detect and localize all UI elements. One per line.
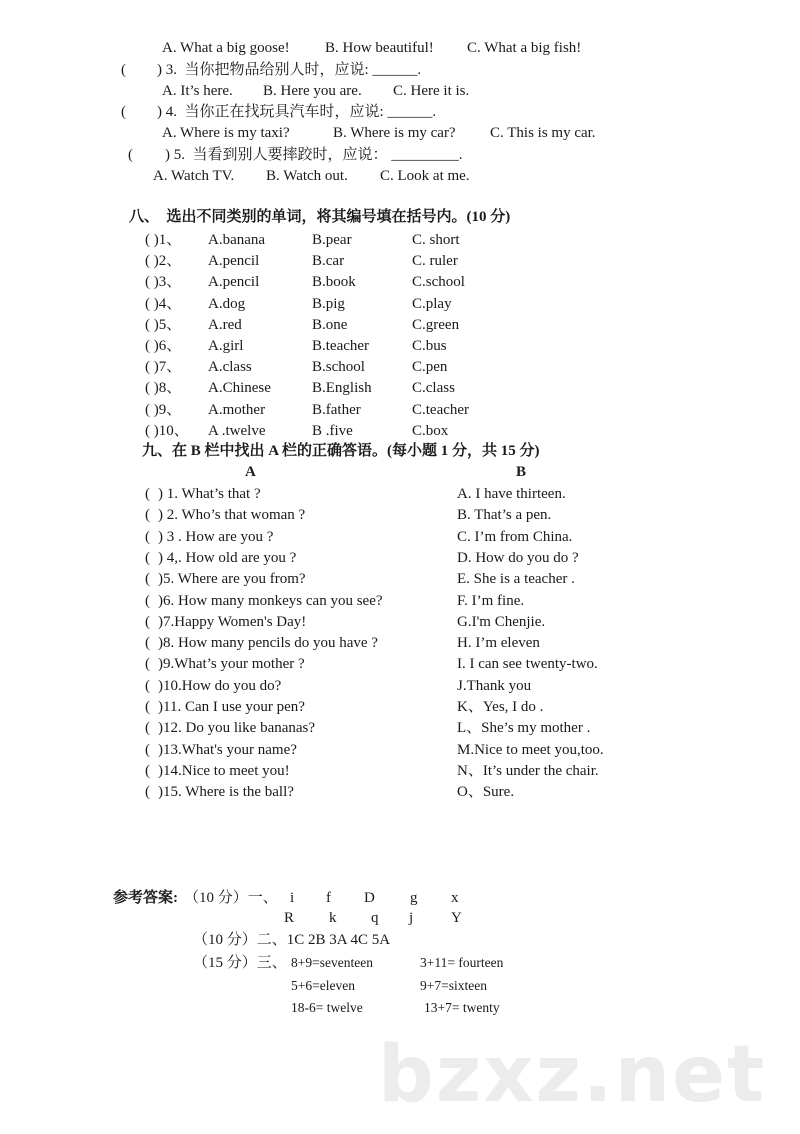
answer-option: K、Yes, I do . (457, 699, 544, 715)
option-a: A.Chinese (208, 380, 271, 397)
question: )13.What's your name? (158, 741, 297, 758)
bracket: ( (145, 720, 150, 737)
answer-option: B. That’s a pen. (457, 507, 552, 524)
question: )7.Happy Women's Day! (158, 613, 307, 630)
question-number: ( )2、 (145, 253, 182, 270)
question: )12. Do you like bananas? (158, 720, 316, 737)
question-number: ( )9、 (145, 401, 182, 418)
option-c: C.play (412, 295, 452, 312)
answer-option: E. She is a teacher . (457, 571, 575, 588)
question: )5. Where are you from? (158, 571, 306, 588)
bracket: ( (145, 613, 150, 630)
answer-option: G.I'm Chenjie. (457, 613, 546, 630)
bracket: ( (145, 592, 150, 609)
option: A. Watch TV. (153, 168, 235, 184)
bracket: ( (145, 677, 150, 694)
option-c: C.box (412, 422, 449, 439)
option: A. What a big goose! (162, 40, 290, 56)
option-a: A.dog (208, 295, 246, 312)
answer-option: H. I’m eleven (457, 635, 540, 652)
option-b: B.book (312, 274, 356, 291)
bracket: ( (145, 784, 150, 801)
option-c: C.bus (412, 338, 447, 354)
answer-option: C. I’m from China. (457, 528, 573, 545)
answer-option: F. I’m fine. (457, 592, 525, 609)
answer-option: O、Sure. (457, 784, 515, 801)
section-title: 八、 选出不同类别的单词，将其编号填在括号内。(10 分) (129, 209, 511, 225)
answer-letter: Y (451, 910, 462, 926)
option-c: C. ruler (412, 253, 458, 270)
question-number: ( )4、 (145, 295, 182, 312)
option: B. Watch out. (266, 168, 348, 184)
equation: 5+6=eleven (291, 978, 355, 993)
question-number: ( )10、 (145, 422, 189, 439)
answer-letter: x (451, 890, 459, 906)
answer-letter: q (371, 910, 379, 926)
question-stem: ) 5. 当看到别人要摔跤时，应说： _________. (165, 147, 463, 163)
option: B. How beautiful! (325, 40, 434, 56)
bracket: ( (145, 741, 150, 758)
option: C. Here it is. (393, 83, 470, 99)
bracket: ( (145, 549, 150, 566)
option-b: B.pig (312, 295, 345, 312)
answer-letter: R (284, 910, 295, 926)
question: )11. Can I use your pen? (158, 699, 305, 715)
answer-bracket: ( (128, 147, 133, 163)
question-number: ( )3、 (145, 274, 182, 291)
answer-letter: D (364, 890, 375, 906)
question: ) 2. Who’s that woman ? (158, 507, 306, 524)
option-a: A.pencil (208, 274, 260, 291)
option-a: A.girl (208, 338, 244, 354)
bracket: ( (145, 635, 150, 652)
option: B. Where is my car? (333, 125, 456, 141)
question: )14.Nice to meet you! (158, 762, 290, 779)
question: ) 4,. How old are you ? (158, 549, 297, 566)
option: C. What a big fish! (467, 40, 582, 56)
question-number: ( )5、 (145, 316, 182, 333)
option-b: B.teacher (312, 338, 370, 354)
answer-letter: f (326, 890, 331, 906)
question: )15. Where is the ball? (158, 784, 294, 801)
question-stem: ) 3. 当你把物品给别人时，应说: ______. (157, 62, 422, 78)
bracket: ( (145, 528, 150, 545)
answers-part2: （10 分）二、1C 2B 3A 4C 5A (193, 932, 391, 948)
answer-option: I. I can see twenty-two. (457, 656, 598, 673)
column-header: B (516, 464, 527, 480)
answer-letter: j (409, 910, 414, 926)
option: A. Where is my taxi? (162, 125, 290, 141)
question-stem: ) 4. 当你正在找玩具汽车时，应说: ______. (157, 104, 437, 120)
answer-option: M.Nice to meet you,too. (457, 741, 604, 758)
column-header: A (245, 464, 256, 480)
option-b: B.one (312, 316, 348, 333)
answer-bracket: ( (121, 104, 126, 120)
question: ) 1. What’s that ? (158, 486, 261, 502)
bracket: ( (145, 571, 150, 588)
answer-option: L、She’s my mother . (457, 720, 591, 737)
option-a: A.banana (208, 232, 266, 248)
option-c: C. short (412, 232, 460, 248)
option: B. Here you are. (263, 83, 362, 99)
option-a: A.red (208, 316, 242, 333)
answer-letter: i (290, 890, 295, 906)
option-a: A.class (208, 359, 252, 376)
bracket: ( (145, 507, 150, 524)
question: )8. How many pencils do you have ? (158, 635, 378, 652)
option-b: B .five (312, 422, 353, 439)
answer-option: N、It’s under the chair. (457, 762, 599, 779)
option-a: A.pencil (208, 253, 260, 270)
option-b: B.car (312, 253, 345, 270)
question-number: ( )1、 (145, 232, 182, 248)
option-c: C.school (412, 274, 465, 291)
option-b: B.pear (312, 232, 352, 248)
watermark: bzxz.net (378, 1030, 767, 1120)
answer-option: J.Thank you (457, 677, 532, 694)
answer-letter: g (410, 890, 418, 906)
equation: 8+9=seventeen (291, 955, 373, 970)
option-b: B.school (312, 359, 365, 376)
bracket: ( (145, 656, 150, 673)
answer-option: D. How do you do ? (457, 549, 579, 566)
question-number: ( )6、 (145, 338, 182, 354)
option-c: C.pen (412, 359, 448, 376)
option-b: B.English (312, 380, 372, 397)
equation: 9+7=sixteen (420, 978, 487, 993)
option-b: B.father (312, 401, 361, 418)
question: )9.What’s your mother ? (158, 656, 305, 673)
option: C. This is my car. (490, 125, 596, 141)
bracket: ( (145, 699, 150, 715)
equation: 3+11= fourteen (420, 955, 504, 970)
bracket: ( (145, 486, 150, 502)
question: )6. How many monkeys can you see? (158, 592, 383, 609)
equation: 18-6= twelve (291, 1000, 363, 1015)
option-a: A .twelve (208, 422, 266, 439)
question-number: ( )8、 (145, 380, 182, 397)
question-number: ( )7、 (145, 359, 182, 376)
answer-bracket: ( (121, 62, 126, 78)
bracket: ( (145, 762, 150, 779)
answer-option: A. I have thirteen. (457, 486, 566, 502)
answer-letter: k (329, 910, 337, 926)
option: A. It’s here. (162, 83, 233, 99)
question: )10.How do you do? (158, 677, 282, 694)
option-c: C.teacher (412, 401, 470, 418)
answers-part1: （10 分）一、 (184, 890, 278, 906)
option-c: C.green (412, 316, 460, 333)
option-a: A.mother (208, 401, 266, 418)
answers-label: 参考答案: (113, 890, 178, 906)
answers-part3: （15 分）三、 (193, 955, 287, 971)
equation: 13+7= twenty (424, 1000, 500, 1015)
section-title: 九、在 B 栏中找出 A 栏的正确答语。(每小题 1 分，共 15 分) (142, 443, 540, 459)
option-c: C.class (412, 380, 455, 397)
question: ) 3 . How are you ? (158, 528, 274, 545)
option: C. Look at me. (380, 168, 470, 184)
